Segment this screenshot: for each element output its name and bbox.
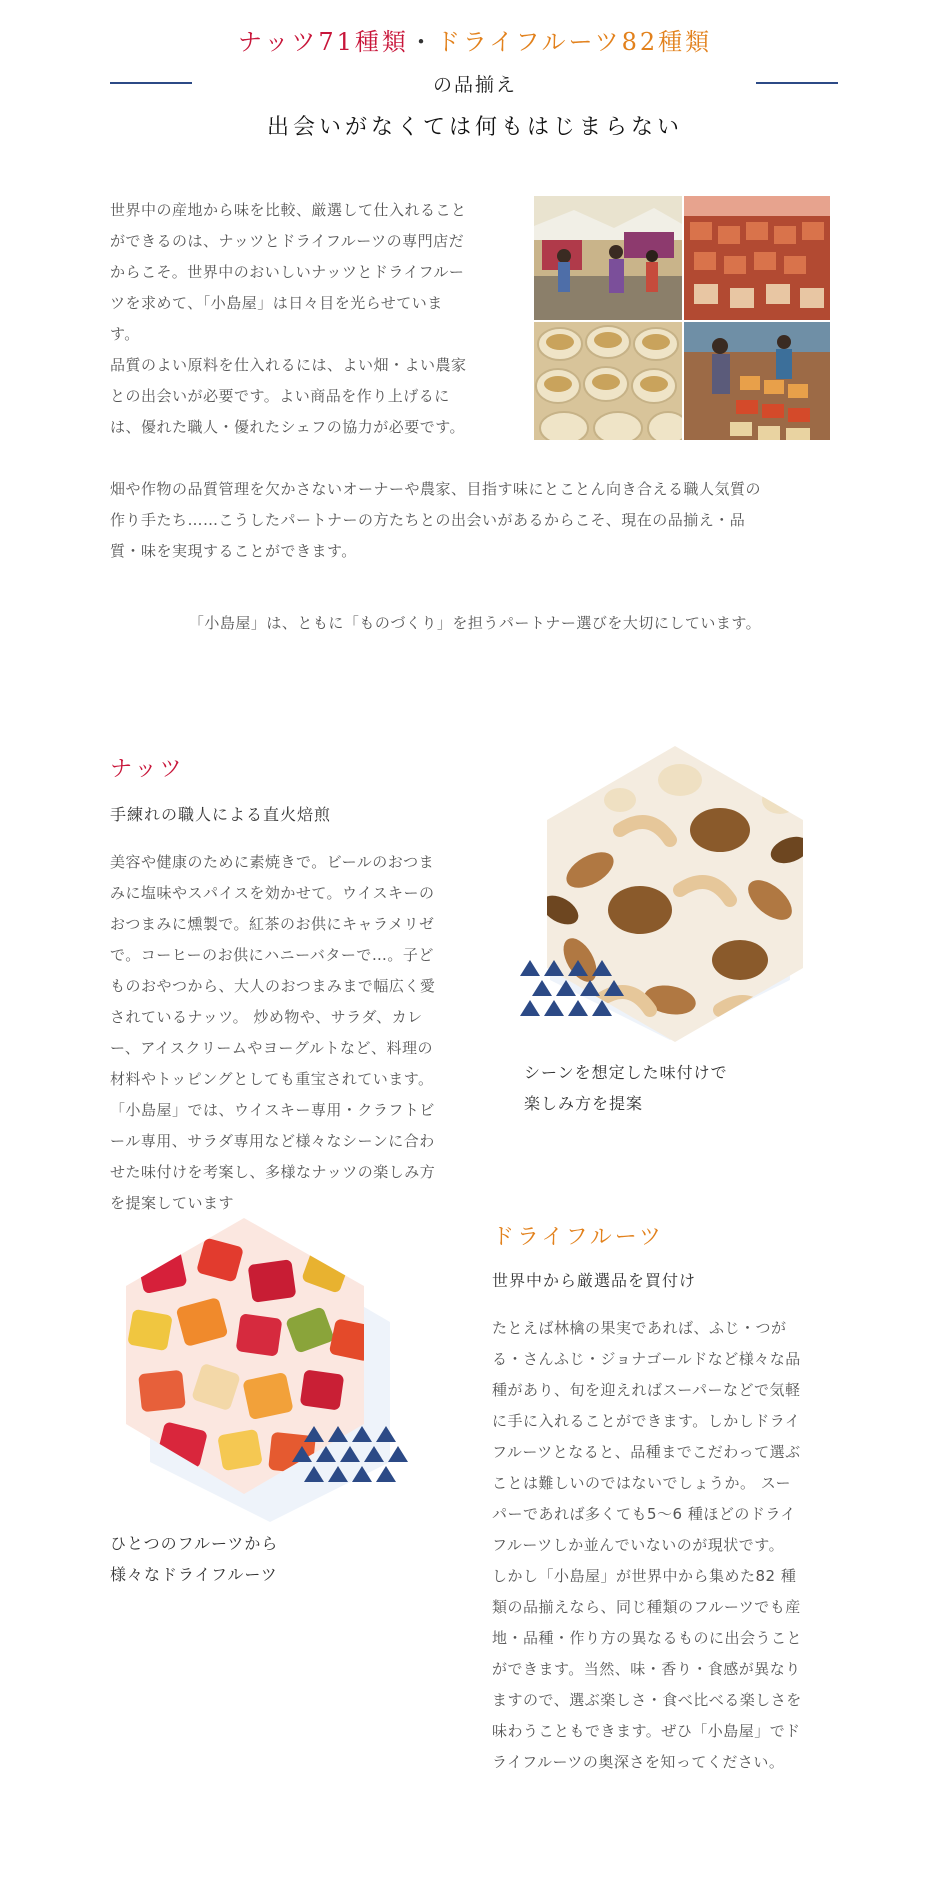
dried-fruit-body: たとえば林檎の果実であれば、ふじ・つが る・さんふじ・ジョナゴールドなど様々な品 種があり、旬を迎えればスーパーなどで気軽 に手に入れることができます。しかしドライ フルーツとなると、品種までこだわって選ぶ ことは難しいのではないでしょうか。 スー パーであれば多くても5〜6 種ほどのドライ フルーツしか並んでいないのが現状です。 しかし「小島屋」が世界中から集めた82 種 類の品揃えなら、同じ種類のフルーツでも産 地・品種・作り方の異なるものに出会うこと ができます。当然、味・香り・食感が異なり ますので、選ぶ楽しさ・食べ比べる楽しさを 味わうこともできます。ぜひ「小島屋」でド ライフルーツの奥深さを知ってください。 bbox=[492, 1319, 803, 1771]
intro-paragraph-2: 畑や作物の品質管理を欠かさないオーナーや農家、目指す味にとことん向き合える職人気質の 作り手たち……こうしたパートナーの方たちとの出会いがあるからこそ、現在の品揃え・品 質・味を実現することができます。 bbox=[110, 480, 762, 560]
market-photo-collage bbox=[534, 196, 830, 440]
dried-fruit-section-subtitle: 世界中から厳選品を買付け bbox=[492, 1271, 697, 1290]
separator: ・ bbox=[408, 28, 436, 56]
intro-paragraph-1: 世界中の産地から味を比較、厳選して仕入れること ができるのは、ナッツとドライフルーツの専門店だ からこそ。世界中のおいしいナッツとドライフルー ツを求めて、「小島屋」は日々目を光らせていま す。 品質のよい原料を仕入れるには、よい畑・よい農家 との出会いが必要です。よい商品を作り上げるに は、優れた職人・優れたシェフの協力が必要です。 bbox=[110, 201, 467, 436]
market-photo bbox=[534, 196, 830, 440]
dried-fruit-caption: ひとつのフルーツから 様々なドライフルーツ bbox=[110, 1534, 279, 1584]
nuts-hexagon-image bbox=[520, 740, 830, 1050]
dried-fruit-hexagon-image bbox=[120, 1212, 420, 1522]
page-title: 出会いがなくては何もはじまらない bbox=[266, 115, 683, 140]
dried-fruit-section-title: ドライフルーツ bbox=[492, 1225, 664, 1250]
dried-fruit-count: ドライフルーツ82種類 bbox=[435, 28, 713, 56]
nuts-section-subtitle: 手練れの職人による直火焙煎 bbox=[110, 805, 332, 824]
nuts-caption: シーンを想定した味付けで 楽しみ方を提案 bbox=[524, 1063, 728, 1113]
nuts-body: 美容や健康のために素焼きで。ビールのおつま みに塩味やスパイスを効かせて。ウイスキーの おつまみに燻製で。紅茶のお供にキャラメリゼ で。コーヒーのお供にハニーバターで…。子ど ものおやつから、大人のおつまみまで幅広く愛 されているナッツ。 炒め物や、サラダ、カレ ー、アイスクリームやヨーグルトなど、料理の 材料やトッピングとしても重宝されています。 「小島屋」では、ウイスキー専用・クラフトビ ール専用、サラダ専用など様々なシーンに合わ せた味付けを考案し、多様なナッツの楽しみ方 を提案しています bbox=[110, 853, 436, 1212]
headline-counts bbox=[0, 22, 950, 57]
dried-fruit-photo bbox=[120, 1212, 420, 1522]
nuts-photo bbox=[520, 740, 830, 1050]
nuts-count: ナッツ71種類 bbox=[237, 28, 409, 56]
intro-closing: 「小島屋」は、ともに「ものづくり」を担うパートナー選びを大切にしています。 bbox=[188, 614, 762, 632]
nuts-section-title: ナッツ bbox=[110, 757, 185, 782]
headline-subtitle: の品揃え bbox=[432, 74, 517, 96]
